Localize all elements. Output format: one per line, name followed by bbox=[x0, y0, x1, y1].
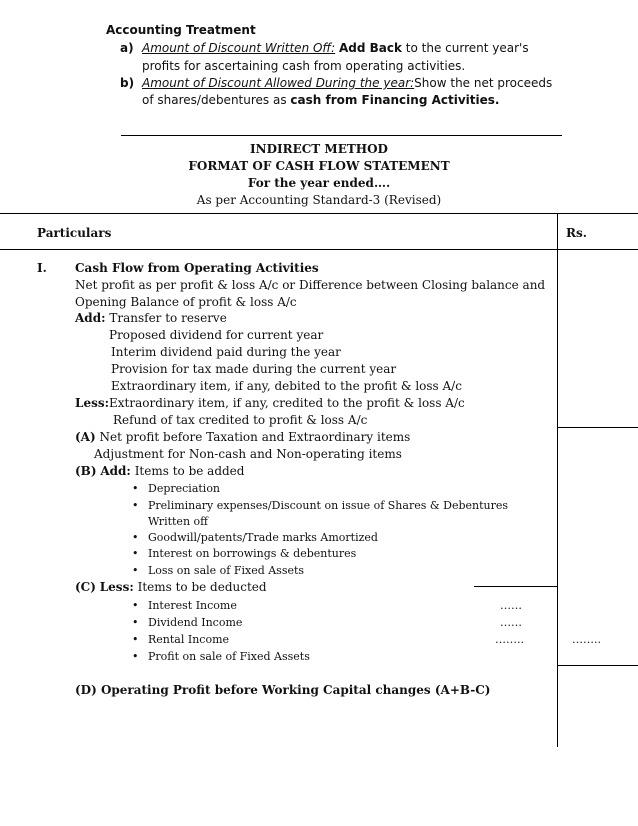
less-line bbox=[75, 396, 465, 410]
b-text: Items to be added bbox=[134, 464, 245, 478]
table-header-rule bbox=[0, 249, 638, 250]
bullet-icon: • bbox=[132, 564, 139, 577]
less-label: Less: bbox=[75, 396, 110, 410]
add-item-1: Proposed dividend for current year bbox=[109, 328, 324, 342]
line-b bbox=[75, 464, 244, 478]
a-text: Net profit before Taxation and Extraordinary items bbox=[99, 430, 411, 444]
rs-total-rule-1 bbox=[557, 427, 638, 428]
add-first: Transfer to reserve bbox=[109, 311, 227, 325]
c-bold: Less: bbox=[99, 580, 134, 594]
bullet-icon: • bbox=[132, 599, 139, 612]
rs-total-rule-2 bbox=[557, 665, 638, 666]
b-item-5: Loss on sale of Fixed Assets bbox=[148, 564, 305, 577]
add-line bbox=[75, 311, 227, 325]
bullet-icon: • bbox=[132, 650, 139, 663]
treatment-b-line2-pre: of shares/debentures as bbox=[142, 93, 287, 107]
c-label: (C) bbox=[75, 580, 96, 594]
section-line-2: Opening Balance of profit & loss A/c bbox=[75, 295, 297, 309]
add-item-2: Interim dividend paid during the year bbox=[111, 345, 341, 359]
a-label: (A) bbox=[75, 430, 96, 444]
table-top-rule bbox=[0, 213, 638, 214]
bullet-icon: • bbox=[132, 633, 139, 646]
title-line4: As per Accounting Standard-3 (Revised) bbox=[196, 193, 442, 207]
c-item-3: Rental Income bbox=[148, 633, 230, 646]
b-item-4: Interest on borrowings & debentures bbox=[148, 547, 357, 560]
rs-column-divider bbox=[557, 250, 558, 747]
treatment-a-line2: profits for ascertaining cash from operating activities. bbox=[142, 59, 466, 73]
less-item-1: Refund of tax credited to profit & loss A/c bbox=[113, 413, 368, 427]
add-item-4: Extraordinary item, if any, debited to the profit & loss A/c bbox=[111, 379, 462, 393]
treatment-a-line1 bbox=[142, 41, 529, 55]
bullet-icon: • bbox=[132, 499, 139, 512]
b-label: (B) bbox=[75, 464, 97, 478]
add-item-3: Provision for tax made during the current year bbox=[111, 362, 397, 376]
treatment-a-italic: Amount of Discount Written Off: bbox=[142, 41, 336, 55]
treatment-a-bold: Add Back bbox=[338, 41, 402, 55]
c-item-4: Profit on sale of Fixed Assets bbox=[148, 650, 310, 663]
treatment-b-line2-bold: cash from Financing Activities. bbox=[290, 93, 500, 107]
treatment-heading: Accounting Treatment bbox=[106, 23, 256, 37]
section-line-1: Net profit as per profit & loss A/c or Difference between Closing balance and bbox=[75, 278, 546, 292]
c-total-value: …….. bbox=[572, 633, 601, 646]
b-item-2: Preliminary expenses/Discount on issue of Shares & Debentures bbox=[148, 499, 509, 512]
bullet-icon: • bbox=[132, 482, 139, 495]
b-item-2-cont: Written off bbox=[148, 515, 208, 528]
treatment-a-rest: to the current year's bbox=[405, 41, 529, 55]
c-value-2: …… bbox=[500, 616, 522, 629]
line-a bbox=[75, 430, 410, 444]
adjust-text: Adjustment for Non-cash and Non-operating items bbox=[94, 447, 402, 461]
line-d: (D) Operating Profit before Working Capital changes (A+B-C) bbox=[75, 683, 491, 697]
section-number: I. bbox=[37, 261, 47, 275]
section-heading: Cash Flow from Operating Activities bbox=[75, 261, 319, 275]
treatment-b-marker: b) bbox=[120, 76, 135, 90]
title-rule bbox=[121, 135, 562, 136]
title-line2: FORMAT OF CASH FLOW STATEMENT bbox=[188, 159, 450, 173]
bullet-icon: • bbox=[132, 547, 139, 560]
add-label: Add: bbox=[75, 311, 106, 325]
col-header-rs: Rs. bbox=[566, 226, 587, 240]
title-line3: For the year ended…. bbox=[247, 176, 391, 190]
treatment-b-rest: Show the net proceeds bbox=[414, 76, 553, 90]
title-line1: INDIRECT METHOD bbox=[250, 142, 388, 156]
header-divider bbox=[557, 213, 558, 250]
bullet-icon: • bbox=[132, 531, 139, 544]
subtotal-rule bbox=[474, 586, 558, 587]
line-c bbox=[75, 580, 267, 594]
c-value-3: …….. bbox=[495, 633, 524, 646]
b-bold: Add: bbox=[100, 464, 131, 478]
treatment-b-line1 bbox=[142, 76, 552, 90]
c-text: Items to be deducted bbox=[137, 580, 267, 594]
treatment-a-marker: a) bbox=[120, 41, 134, 55]
c-item-1: Interest Income bbox=[148, 599, 237, 612]
treatment-b-line2 bbox=[142, 93, 499, 107]
c-value-1: …… bbox=[500, 599, 522, 612]
c-item-2: Dividend Income bbox=[148, 616, 243, 629]
col-header-particulars: Particulars bbox=[37, 226, 112, 240]
bullet-icon: • bbox=[132, 616, 139, 629]
treatment-b-italic: Amount of Discount Allowed During the year: bbox=[142, 76, 415, 90]
b-item-1: Depreciation bbox=[148, 482, 221, 495]
b-item-3: Goodwill/patents/Trade marks Amortized bbox=[148, 531, 378, 544]
less-first: Extraordinary item, if any, credited to the profit & loss A/c bbox=[109, 396, 465, 410]
